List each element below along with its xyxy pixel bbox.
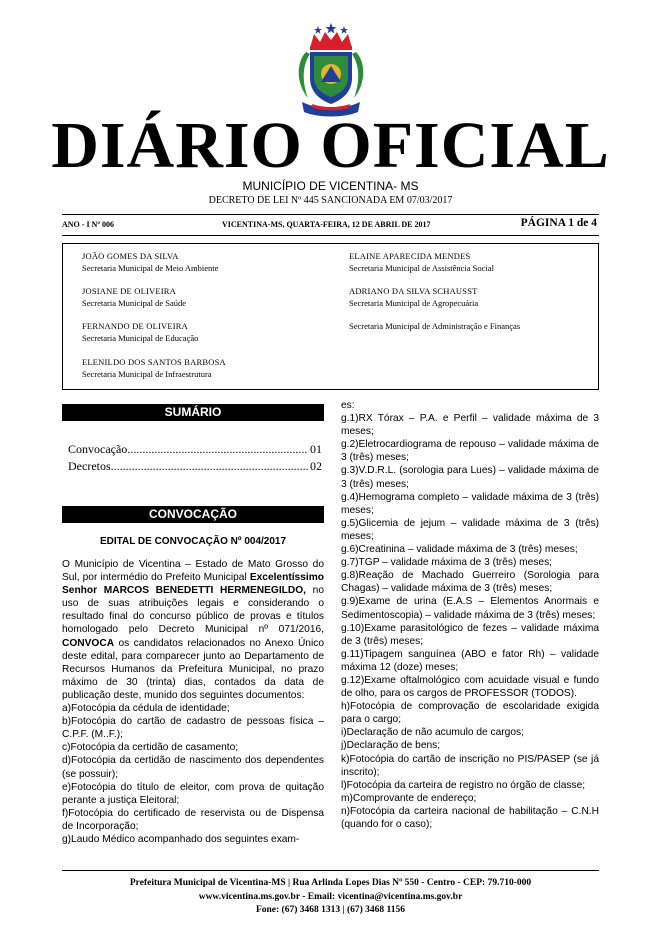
list-item: g.10)Exame parasitológico de fezes – validade máxima de 3 (três) meses; [341,622,599,647]
intro-paragraph [62,558,324,702]
prefeito-name: Excelentíssimo Senhor MARCOS BENEDETTI HERMENEGILDO, [62,572,324,597]
footer-phone: Fone: (67) 3468 1313 | (67) 3468 1156 [255,905,406,915]
page-indicator: PÁGINA 1 de 4 [520,217,597,229]
official-role: Secretaria Municipal de Administração e Finanças [349,321,521,331]
list-item: e)Fotocópia do título de eleitor, com prova de quitação perante a justiça Eleitoral; [62,781,324,806]
official-name: JOÃO GOMES DA SILVA [82,251,179,261]
list-item: i)Declaração de não acumulo de cargos; [341,727,524,739]
header-divider-bottom [62,235,599,236]
official-role: Secretaria Municipal de Agropecuária [349,298,479,308]
edition-date: VICENTINA-MS, QUARTA-FEIRA, 12 DE ABRIL DE 2017 [222,220,431,229]
list-item: g.7)TGP – validade máxima de 3 (três) meses; [341,557,553,569]
intro-text: no uso de suas atribuições legais e considerando o resultado final do concurso público de provas e títulos homologado pelo Decreto Municipal nº 071/2016, [62,585,324,636]
official-name: ELENILDO DOS SANTOS BARBOSA [82,357,226,367]
list-item: c)Fotocópia da certidão de casamento; [62,742,239,754]
convoca-keyword: CONVOCA [62,637,115,649]
toc-label: Decretos [68,459,111,473]
official-name: ADRIANO DA SILVA SCHAUSST [349,286,478,296]
municipality-name: MUNICÍPIO DE VICENTINA- MS [242,179,419,193]
footer-contact: www.vicentina.ms.gov.br - Email: vicentina@vicentina.ms.gov.br [198,891,463,902]
list-item: g.12)Exame oftalmológico com acuidade visual e fundo de olho, para os cargos de PROFESSOR (TODOS). [341,674,599,700]
toc-label: Convocação [68,442,128,456]
list-item: m)Comprovante de endereço; [341,792,477,804]
list-item: f)Fotocópia do certificado de reservista ou de Dispensa de Incorporação; [62,807,324,832]
coat-of-arms-icon [288,22,374,118]
list-item: g.1)RX Tórax – P.A. e Perfil – validade máxima de 3 meses; [341,413,599,438]
newspaper-title: DIÁRIO OFICIAL [51,109,610,182]
article-column-left [62,558,324,846]
list-item: h)Fotocópia de comprovação de escolaridade exigida para o cargo; [341,701,599,726]
page-footer [0,877,661,918]
decree-line: DECRETO DE LEI Nº 445 SANCIONADA EM 07/03/2017 [208,195,453,206]
header-divider-top [62,214,599,215]
intro-text: O Município de Vicentina – Estado de Mato Grosso do Sul, por intermédio do Prefeito Municipal [62,559,324,584]
official-entry [82,356,332,380]
edition-number: ANO - I Nº 006 [62,220,114,229]
official-entry [82,250,332,274]
official-entry [82,285,332,309]
official-role: Secretaria Municipal de Infraestrutura [82,369,212,379]
edition-bar [62,218,599,234]
official-name: JOSIANE DE OLIVEIRA [82,286,176,296]
list-item: d)Fotocópia da certidão de nascimento dos dependentes (se possuir); [62,755,324,780]
list-item: b)Fotocópia do cartão de cadastro de pessoas física – C.P.F. (M..F.); [62,716,324,741]
footer-divider [62,870,599,871]
list-item: l)Fotocópia da carteira de registro no órgão de classe; [341,779,586,791]
official-role: Secretaria Municipal de Assistência Social [349,263,494,273]
list-item: g.8)Reação de Machado Guerreiro (Sorologia para Chagas) – validade máxima de 3 (três) meses; [341,570,599,595]
intro-text: os candidatos relacionados no Anexo Único deste edital, para comparecer junto ao Departamento de Recursos Humanos da Prefeitura Municipal, no prazo máximo de 30 (trinta) dias, contados da data de publicação deste, munido dos seguintes documentos: [62,637,324,701]
list-item: g.3)V.D.R.L. (sorologia para Lues) – validade máxima de 3 (três) meses; [341,465,599,490]
convocacao-heading: CONVOCAÇÃO [62,506,324,523]
list-item: es: [341,400,355,411]
table-of-contents [68,441,322,475]
official-entry [82,320,332,344]
toc-page: 01 [310,442,322,456]
list-item: g)Laudo Médico acompanhado dos seguintes exam- [62,833,300,845]
official-role: Secretaria Municipal de Meio Ambiente [82,263,219,273]
sumario-heading: SUMÁRIO [62,404,324,421]
official-role: Secretaria Municipal de Saúde [82,298,187,308]
official-name: FERNANDO DE OLIVEIRA [82,321,188,331]
official-entry [349,320,529,332]
official-name: ELAINE APARECIDA MENDES [349,251,471,261]
article-column-right [341,399,599,831]
footer-address: Prefeitura Municipal de Vicentina-MS | Rua Arlinda Lopes Dias Nº 550 - Centro - CEP: 79.710-000 [129,878,532,888]
official-entry [349,250,599,274]
toc-item[interactable] [68,441,322,458]
list-item: n)Fotocópia da carteira nacional de habilitação – C.N.H (quando for o caso); [341,805,599,830]
toc-item[interactable] [68,458,322,475]
toc-page: 02 [310,459,322,473]
list-item: j)Declaração de bens; [341,740,441,752]
list-item: g.9)Exame de urina (E.A.S – Elementos Anormais e Sedimentoscopia) – validade máxima de 3 (três) meses; [341,596,599,621]
edital-title: EDITAL DE CONVOCAÇÃO Nº 004/2017 [99,536,287,547]
list-item: g.5)Glicemia de jejum – validade máxima de 3 (três) meses; [341,517,599,542]
official-entry [349,285,599,309]
list-item: g.4)Hemograma completo – validade máxima de 3 (três) meses; [341,491,599,516]
toc-leader [111,458,308,475]
list-item: g.6)Creatinina – validade máxima de 3 (três) meses; [341,544,578,556]
official-role: Secretaria Municipal de Educação [82,333,199,343]
list-item: a)Fotocópia da cédula de identidade; [62,703,230,715]
toc-leader [127,441,308,458]
list-item: g.2)Eletrocardiograma de repouso – validade máxima de 3 (três) meses; [341,439,599,464]
officials-box [62,243,599,390]
list-item: g.11)Tipagem sanguínea (ABO e fator Rh) – validade máxima 12 (doze) meses; [341,648,599,673]
list-item: k)Fotocópia do cartão de inscrição no PIS/PASEP (se já inscrito); [341,753,599,778]
